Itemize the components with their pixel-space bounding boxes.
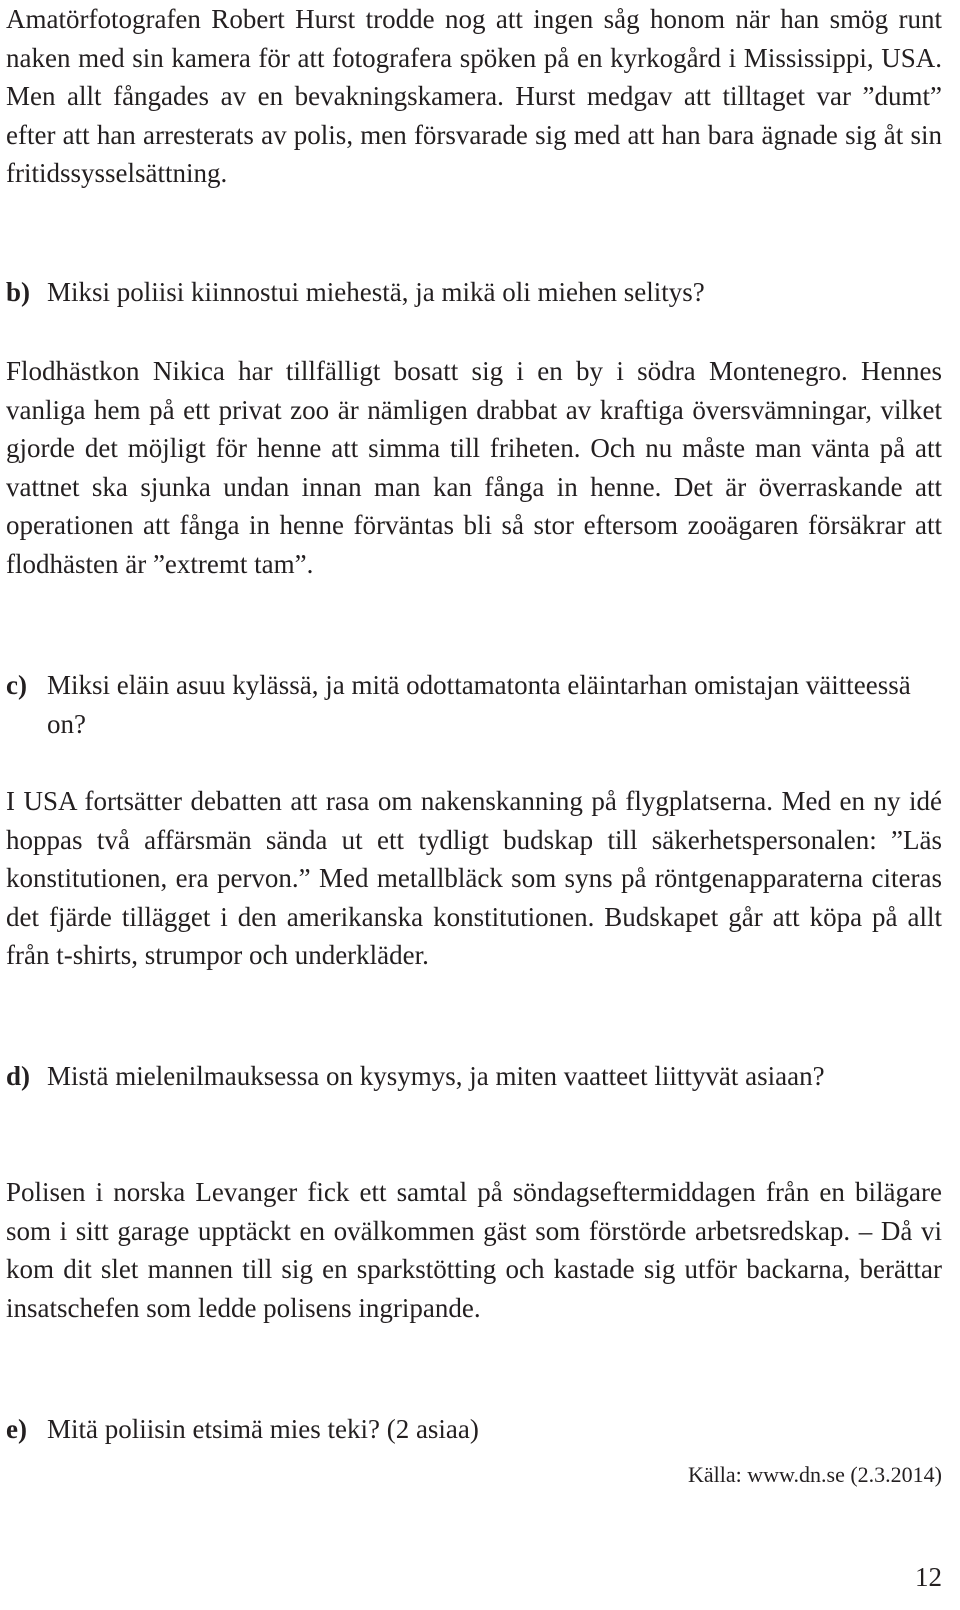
question-text: Miksi poliisi kiinnostui miehestä, ja mikä oli miehen selitys? <box>47 277 705 307</box>
article-paragraph-4: Polisen i norska Levanger fick ett samtal på söndagseftermiddagen från en bilägare som i sitt garage upptäckt en ovälkommen gäst som förstörde arbetsredskap. – Då vi kom dit slet mannen till sig en sparkstötting och kastade sig utför backarna, berättar insatschefen som ledde polisens ingripande. <box>6 1177 942 1323</box>
question-label: b) <box>6 277 31 307</box>
question-label: c) <box>6 670 27 700</box>
article-paragraph-1: Amatörfotografen Robert Hurst trodde nog att ingen såg honom när han smög runt naken med sin kamera för att fotografera spöken på en kyrkogård i Mississippi, USA. Men allt fångades av en bevakningskamera. Hurst medgav att tilltaget var ”dumt” efter att han arresterats av polis, men försvarade sig med att han bara ägnade sig åt sin fritidssysselsättning. <box>6 4 942 188</box>
question-e <box>6 1410 942 1449</box>
question-label: d) <box>6 1061 31 1091</box>
question-label: e) <box>6 1414 27 1444</box>
question-b <box>6 273 942 312</box>
source-citation: Källa: www.dn.se (2.3.2014) <box>688 1462 942 1487</box>
question-text: Miksi eläin asuu kylässä, ja mitä odottamatonta eläintarhan omistajan väitteessä on? <box>47 670 911 739</box>
question-d <box>6 1057 942 1096</box>
page-number: 12 <box>915 1562 942 1592</box>
question-c <box>6 666 942 743</box>
article-paragraph-3: I USA fortsätter debatten att rasa om nakenskanning på flygplatserna. Med en ny idé hoppas två affärsmän sända ut ett tydligt budskap till säkerhetspersonalen: ”Läs konstitutionen, era pervon.” Med metallbläck som syns på röntgenapparaterna citeras det fjärde tillägget i den amerikanska konstitutionen. Budskapet går att köpa på allt från t-shirts, strumpor och underkläder. <box>6 786 942 970</box>
article-paragraph-2: Flodhästkon Nikica har tillfälligt bosatt sig i en by i södra Montenegro. Hennes vanliga hem på ett privat zoo är nämligen drabbat av kraftiga översvämningar, vilket gjorde det möjligt för henne att simma till friheten. Och nu måste man vänta på att vattnet ska sjunka undan innan man kan fånga in henne. Det är överraskande att operationen att fånga in henne förväntas bli så stor eftersom zooägaren försäkrar att flodhästen är ”extremt tam”. <box>6 356 942 579</box>
question-text: Mistä mielenilmauksessa on kysymys, ja miten vaatteet liittyvät asiaan? <box>47 1061 825 1091</box>
question-text: Mitä poliisin etsimä mies teki? (2 asiaa) <box>47 1414 479 1444</box>
